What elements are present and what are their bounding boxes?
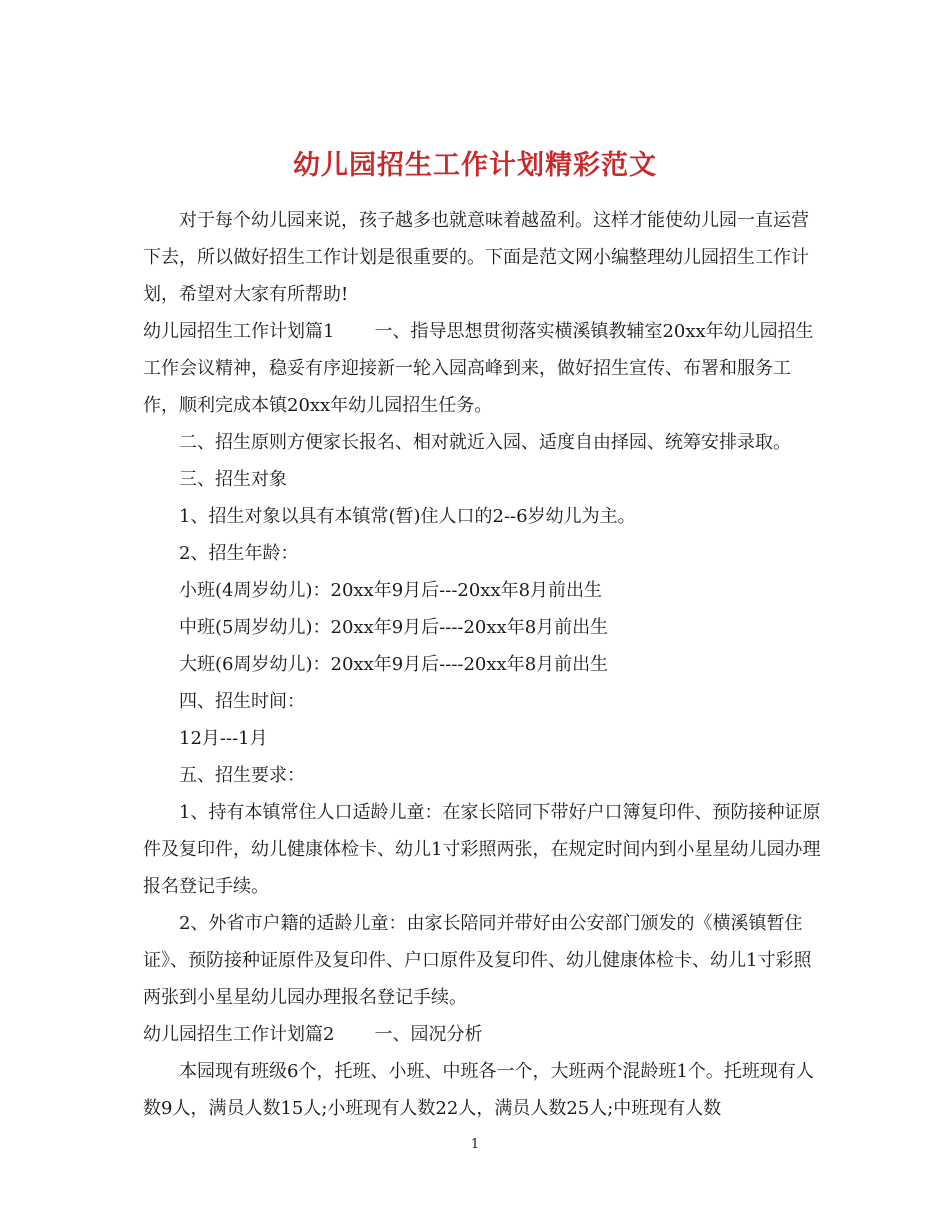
age-small-class: 小班(4周岁幼儿)：20xx年9月后---20xx年8月前出生 <box>179 580 603 601</box>
closing-paragraph: 本园现有班级6个，托班、小班、中班各一个，大班两个混龄班1个。托班现有人数9人，满员人数15人;小班现有人数22人，满员人数25人;中班现有人数 <box>143 1061 814 1119</box>
part2-heading: 幼儿园招生工作计划篇2 <box>143 1024 335 1045</box>
requirements-heading: 五、招生要求： <box>179 765 305 786</box>
intro-paragraph: 对于每个幼儿园来说，孩子越多也就意味着越盈利。这样才能使幼儿园一直运营下去，所以做好招生工作计划是很重要的。下面是范文网小编整理幼儿园招生工作计划，希望对大家有所帮助! <box>143 210 809 305</box>
part2-lead: 一、园况分析 <box>374 1024 483 1045</box>
targets-item-1: 1、招生对象以具有本镇常(暂)住人口的2--6岁幼儿为主。 <box>179 506 636 527</box>
page-title: 幼儿园招生工作计划精彩范文 <box>293 150 657 182</box>
age-heading: 2、招生年龄： <box>179 543 299 564</box>
requirements-item-1: 1、持有本镇常住人口适龄儿童：在家长陪同下带好户口簿复印件、预防接种证原件及复印件，幼儿健康体检卡、幼儿1寸彩照两张，在规定时间内到小星星幼儿园办理报名登记手续。 <box>143 802 821 897</box>
age-middle-class: 中班(5周岁幼儿)：20xx年9月后----20xx年8月前出生 <box>179 617 609 638</box>
time-heading: 四、招生时间： <box>179 691 305 712</box>
part1-heading: 幼儿园招生工作计划篇1 <box>143 321 335 342</box>
part1-paragraph <box>143 313 823 424</box>
principles-paragraph: 二、招生原则方便家长报名、相对就近入园、适度自由择园、统筹安排录取。 <box>179 432 791 453</box>
age-large-class: 大班(6周岁幼儿)：20xx年9月后----20xx年8月前出生 <box>179 654 609 675</box>
requirements-item-2: 2、外省市户籍的适龄儿童：由家长陪同并带好由公安部门颁发的《横溪镇暂住证》、预防接种证原件及复印件、户口原件及复印件、幼儿健康体检卡、幼儿1寸彩照两张到小星星幼儿园办理报名登记手续。 <box>143 913 812 1008</box>
document-body <box>143 202 823 1127</box>
targets-heading: 三、招生对象 <box>179 469 287 490</box>
part1-lead: 一、指导思想贯彻落实横溪镇教辅室20xx年幼儿园招生工作会议精神，稳妥有序迎接新一轮入园高峰到来，做好招生宣传、布署和服务工作，顺利完成本镇20xx年幼儿园招生任务。 <box>143 321 814 416</box>
time-range: 12月---1月 <box>179 728 268 749</box>
page-number: 1 <box>470 1137 480 1152</box>
part2-paragraph <box>143 1016 823 1053</box>
